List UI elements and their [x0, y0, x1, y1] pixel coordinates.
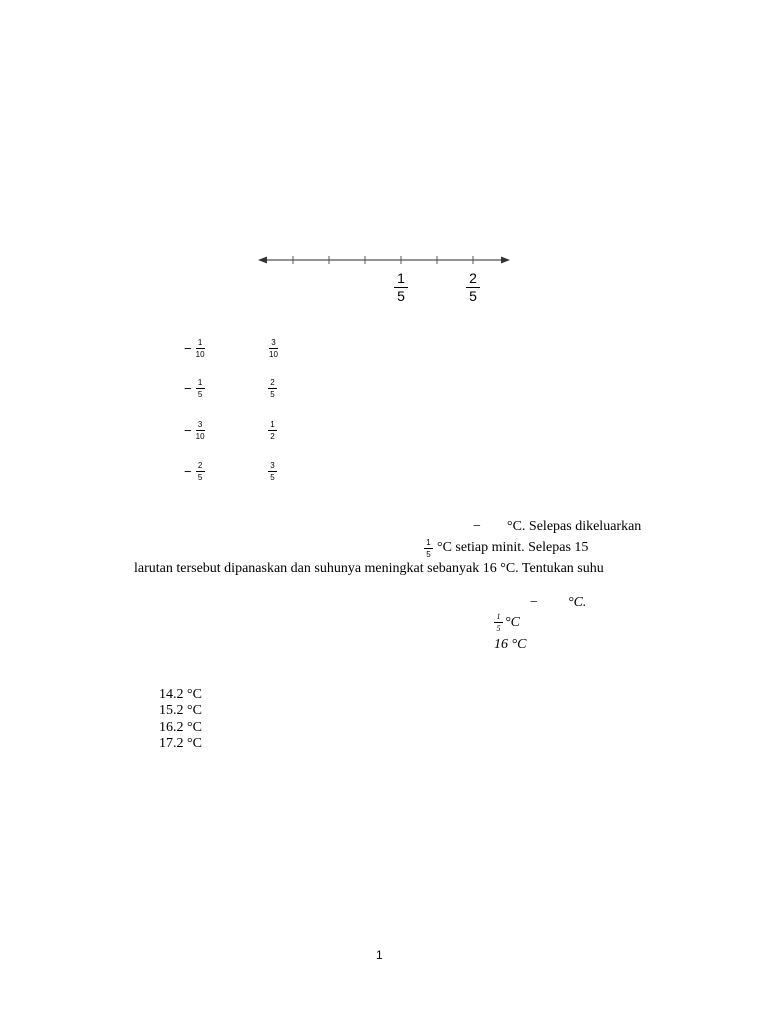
- question-line-3: larutan tersebut dipanaskan dan suhunya meningkat sebanyak 16 °C. Tentukan suhu: [134, 561, 604, 576]
- fraction-denominator: 10: [269, 350, 278, 359]
- fraction: [196, 420, 205, 441]
- number-line-label-2: [463, 271, 483, 304]
- number-line-label-1: [391, 271, 411, 304]
- fraction-bar: [424, 548, 433, 549]
- fraction: [269, 338, 278, 359]
- option-right-3: [268, 420, 277, 441]
- fraction: [268, 461, 277, 482]
- minus-sign: −: [184, 423, 192, 438]
- fraction-denominator: 5: [197, 473, 203, 482]
- option-left-2: [184, 378, 205, 399]
- answer-choice-2: 15.2 °C: [159, 703, 202, 718]
- working-line-3: 16 °C: [494, 637, 527, 652]
- number-line-arrow-right: [501, 257, 510, 264]
- fraction-numerator: 1: [270, 420, 275, 429]
- fraction-denominator: 10: [195, 350, 205, 359]
- number-line-arrow-left: [258, 257, 267, 264]
- question-line-2: °C setiap minit. Selepas 15: [437, 540, 589, 555]
- fraction-numerator: 1: [496, 612, 501, 621]
- fraction-denominator: 5: [469, 288, 477, 304]
- answer-choice-1: 14.2 °C: [159, 687, 202, 702]
- fraction-numerator: 1: [397, 270, 405, 286]
- fraction-numerator: 1: [426, 538, 431, 547]
- fraction-numerator: 2: [197, 461, 203, 470]
- fraction-denominator: 5: [397, 288, 405, 304]
- minus-sign: −: [184, 381, 192, 396]
- option-left-4: [184, 461, 205, 482]
- fraction-numerator: 3: [271, 338, 276, 347]
- fraction-bar: [269, 348, 278, 349]
- minus-sign: −: [184, 341, 192, 356]
- option-right-2: [268, 378, 277, 399]
- number-line: [255, 250, 515, 270]
- question-fraction: [424, 538, 433, 559]
- question-minus-sign: −: [473, 519, 481, 534]
- fraction-bar: [268, 471, 277, 472]
- fraction: [196, 338, 205, 359]
- option-right-4: [268, 461, 277, 482]
- fraction-bar: [196, 348, 205, 349]
- fraction-bar: [494, 622, 503, 623]
- fraction-denominator: 2: [270, 432, 275, 441]
- fraction-numerator: 1: [197, 378, 203, 387]
- fraction-numerator: 2: [270, 378, 275, 387]
- fraction-bar: [196, 388, 205, 389]
- minus-sign: −: [184, 464, 192, 479]
- fraction-numerator: 1: [197, 338, 203, 347]
- fraction-denominator: 5: [496, 624, 501, 633]
- working-unit-1: °C.: [568, 595, 587, 610]
- fraction-bar: [268, 388, 277, 389]
- fraction-denominator: 5: [270, 390, 275, 399]
- fraction-numerator: 2: [469, 270, 477, 286]
- fraction: [268, 378, 277, 399]
- fraction-bar: [196, 430, 205, 431]
- answer-choice-3: 16.2 °C: [159, 720, 202, 735]
- working-unit-2: °C: [505, 615, 520, 630]
- fraction-denominator: 10: [195, 432, 205, 441]
- fraction-bar: [196, 471, 205, 472]
- option-left-1: [184, 338, 205, 359]
- fraction: [196, 461, 205, 482]
- fraction-denominator: 5: [270, 473, 275, 482]
- page-number: 1: [376, 948, 383, 962]
- option-right-1: [269, 338, 278, 359]
- working-fraction: [494, 612, 503, 633]
- working-minus-sign: −: [529, 595, 539, 610]
- fraction-denominator: 5: [197, 390, 203, 399]
- question-line-1: °C. Selepas dikeluarkan: [507, 519, 642, 534]
- fraction-numerator: 3: [197, 420, 203, 429]
- fraction-numerator: 3: [270, 461, 275, 470]
- option-left-3: [184, 420, 205, 441]
- fraction: [196, 378, 205, 399]
- answer-choice-4: 17.2 °C: [159, 736, 202, 751]
- fraction-bar: [268, 430, 277, 431]
- fraction-denominator: 5: [426, 550, 431, 559]
- fraction: [268, 420, 277, 441]
